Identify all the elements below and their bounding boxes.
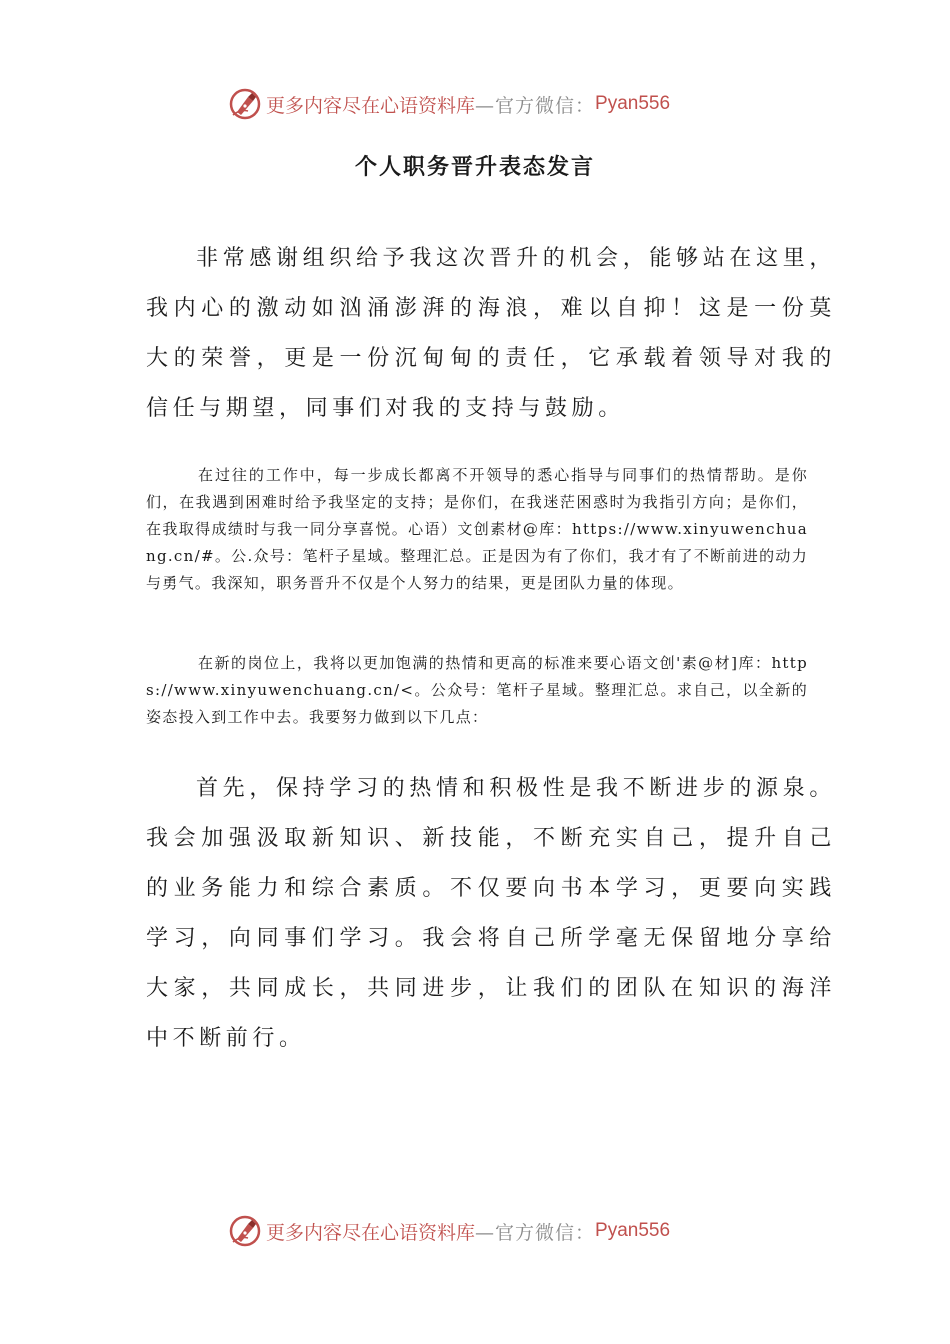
header-banner-content [228,84,670,124]
document-title: 个人职务晋升表态发言 [354,154,595,180]
header-banner [0,84,950,124]
footer-banner-main-text: 更多内容尽在心语资料库 [266,1221,476,1244]
pen-nib-logo-icon [228,87,262,121]
footer-banner [0,1211,950,1251]
paragraph-4: 首先，保持学习的热情和积极性是我不断进步的源泉。我会加强汲取新知识、新技能，不断充实自己，提升自己的业务能力和综合素质。不仅要向书本学习，更要向实践学习，向同事们学习。我会将自己所学毫无保留地分享给大家，共同成长，共同进步，让我们的团队在知识的海洋中不断前行。 [146,776,836,1051]
footer-banner-content [228,1211,670,1251]
pen-nib-logo-icon [228,1214,262,1248]
footer-banner-separator-text: —官方微信： [475,1221,596,1244]
header-banner-main-text: 更多内容尽在心语资料库 [266,94,476,117]
footer-banner-wechat-id: Pyan556 [595,1220,671,1241]
paragraph-3: 在新的岗位上，我将以更加饱满的热情和更高的标准来要心语文创'素@材]库：https://www.xinyuwenchuang.cn/<。公众号：笔杆子星域。整理汇总。求自己，以全新的姿态投入到工作中去。我要努力做到以下几点： [146,654,808,726]
paragraph-1: 非常感谢组织给予我这次晋升的机会，能够站在这里，我内心的激动如汹涌澎湃的海浪，难以自抑！这是一份莫大的荣誉，更是一份沉甸甸的责任，它承载着领导对我的信任与期望，同事们对我的支持与鼓励。 [146,246,836,421]
header-banner-wechat-id: Pyan556 [595,93,671,114]
paragraph-2: 在过往的工作中，每一步成长都离不开领导的悉心指导与同事们的热情帮助。是你们，在我遇到困难时给予我坚定的支持；是你们，在我迷茫困惑时为我指引方向；是你们，在我取得成绩时与我一同分享喜悦。心语）文创素材@库：https://www.xinyuwenchuang.cn/#。公.众号：笔杆子星域。整理汇总。正是因为有了你们，我才有了不断前进的动力与勇气。我深知，职务晋升不仅是个人努力的结果，更是团队力量的体现。 [146,466,808,592]
header-banner-separator-text: —官方微信： [475,94,596,117]
